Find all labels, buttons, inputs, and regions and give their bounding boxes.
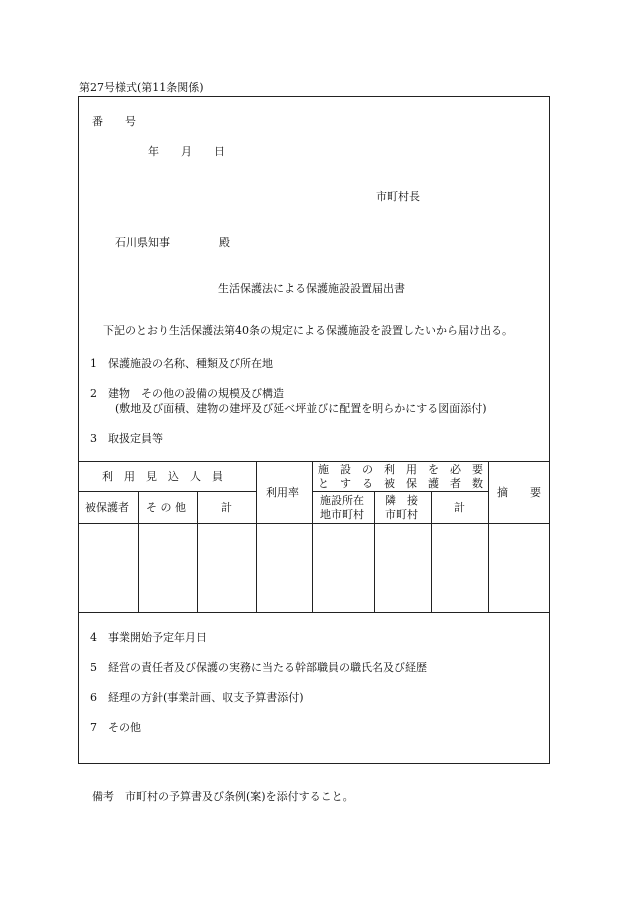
addressee-label: 石川県知事: [115, 236, 170, 249]
table-col-divider: [488, 461, 489, 612]
table-header-protected: 被保護者: [85, 501, 129, 514]
table-header-total2: 計: [454, 501, 465, 514]
date-label: 年 月 日: [148, 145, 225, 158]
item-text: 建物 その他の設備の規模及び構造: [108, 387, 284, 400]
table-col-divider: [138, 491, 139, 612]
table-col-divider: [374, 491, 375, 612]
item-number: 1: [90, 357, 97, 370]
item-text: 保護施設の名称、種類及び所在地: [108, 357, 273, 370]
table-col-divider: [431, 491, 432, 612]
table-header-bottom: [78, 523, 550, 524]
table-header-adjacent-line2: 市町村: [385, 508, 418, 521]
item-number: 5: [90, 661, 97, 674]
form-id: 第27号様式(第11条関係): [79, 81, 204, 94]
item-number: 4: [90, 631, 97, 644]
document-title: 生活保護法による保護施設設置届出書: [218, 282, 405, 295]
table-header-remarks: 摘 要: [497, 486, 541, 499]
table-border-top: [78, 461, 550, 462]
item-number: 7: [90, 721, 97, 734]
remark-text: 備考 市町村の予算書及び条例(案)を添付すること。: [92, 790, 354, 803]
table-header-needed-line1: 施 設 の 利 用 を 必 要: [318, 463, 483, 476]
item-text: 経営の責任者及び保護の実務に当たる幹部職員の職氏名及び経歴: [108, 661, 427, 674]
item-note: (敷地及び面積、建物の建坪及び延べ坪並びに配置を明らかにする図面添付): [115, 402, 487, 415]
table-col-divider: [197, 491, 198, 612]
table-col-divider: [312, 461, 313, 612]
item-text: 経理の方針(事業計画、収支予算書添付): [108, 691, 304, 704]
table-header-adjacent-line1: 隣 接: [385, 494, 418, 507]
item-number: 3: [90, 432, 97, 445]
table-header-utilization: 利用率: [266, 486, 299, 499]
number-label: 番 号: [92, 115, 136, 128]
table-header-location-line1: 施設所在: [320, 494, 364, 507]
item-text: 取扱定員等: [108, 432, 163, 445]
intro-text: 下記のとおり生活保護法第40条の規定による保護施設を設置したいから届け出る。: [103, 324, 513, 337]
item-text: その他: [108, 721, 141, 734]
item-number: 2: [90, 387, 97, 400]
table-col-divider: [256, 461, 257, 612]
issuer-label: 市町村長: [376, 190, 420, 203]
item-text: 事業開始予定年月日: [108, 631, 207, 644]
table-subheader-line-right: [312, 491, 488, 492]
table-border-bottom: [78, 612, 550, 613]
item-number: 6: [90, 691, 97, 704]
table-header-total: 計: [221, 501, 232, 514]
table-subheader-line-left: [78, 491, 256, 492]
table-header-needed-line2: と す る 被 保 護 者 数: [318, 477, 483, 490]
table-header-expected-users: 利 用 見 込 人 員: [102, 470, 223, 483]
table-header-location-line2: 地市町村: [320, 508, 364, 521]
table-header-others: そ の 他: [146, 501, 186, 514]
honorific-label: 殿: [219, 236, 230, 249]
